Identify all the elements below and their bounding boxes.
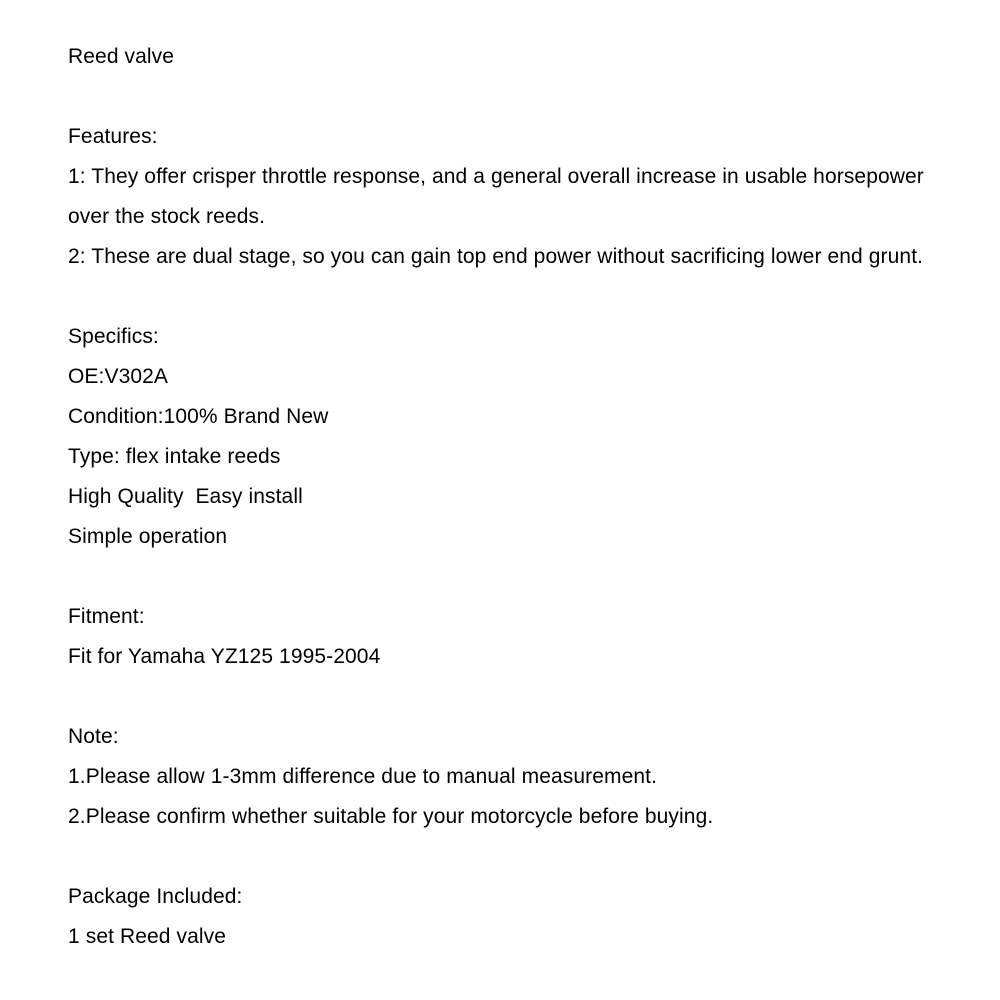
spec-condition: Condition:100% Brand New	[68, 405, 329, 428]
spec-operation: Simple operation	[68, 525, 228, 548]
spec-type: Type: flex intake reeds	[68, 445, 281, 468]
section-heading-specifics: Specifics:	[68, 325, 159, 348]
section-heading-fitment: Fitment:	[68, 605, 145, 628]
note-line-2: 2.Please confirm whether suitable for your motorcycle before buying.	[68, 805, 714, 828]
spec-oe: OE:V302A	[68, 365, 169, 388]
section-heading-package-included: Package Included:	[68, 885, 243, 908]
section-package-included	[68, 877, 930, 957]
section-heading-note: Note:	[68, 725, 119, 748]
spec-quality: High Quality Easy install	[68, 485, 303, 508]
section-specifics	[68, 317, 930, 557]
section-heading-features: Features:	[68, 125, 158, 148]
section-note	[68, 717, 930, 837]
note-line-1: 1.Please allow 1-3mm difference due to manual measurement.	[68, 765, 658, 788]
feature-line-2: 2: These are dual stage, so you can gain top end power without sacrificing lower end grunt.	[68, 245, 924, 268]
section-features	[68, 117, 930, 277]
feature-line-1-wrap: over the stock reeds.	[68, 205, 266, 228]
fitment-line: Fit for Yamaha YZ125 1995-2004	[68, 645, 381, 668]
section-fitment	[68, 597, 930, 677]
feature-line-1: 1: They offer crisper throttle response, and a general overall increase in usable horsepower	[68, 165, 924, 188]
package-line: 1 set Reed valve	[68, 925, 227, 948]
page-title: Reed valve	[68, 45, 175, 68]
